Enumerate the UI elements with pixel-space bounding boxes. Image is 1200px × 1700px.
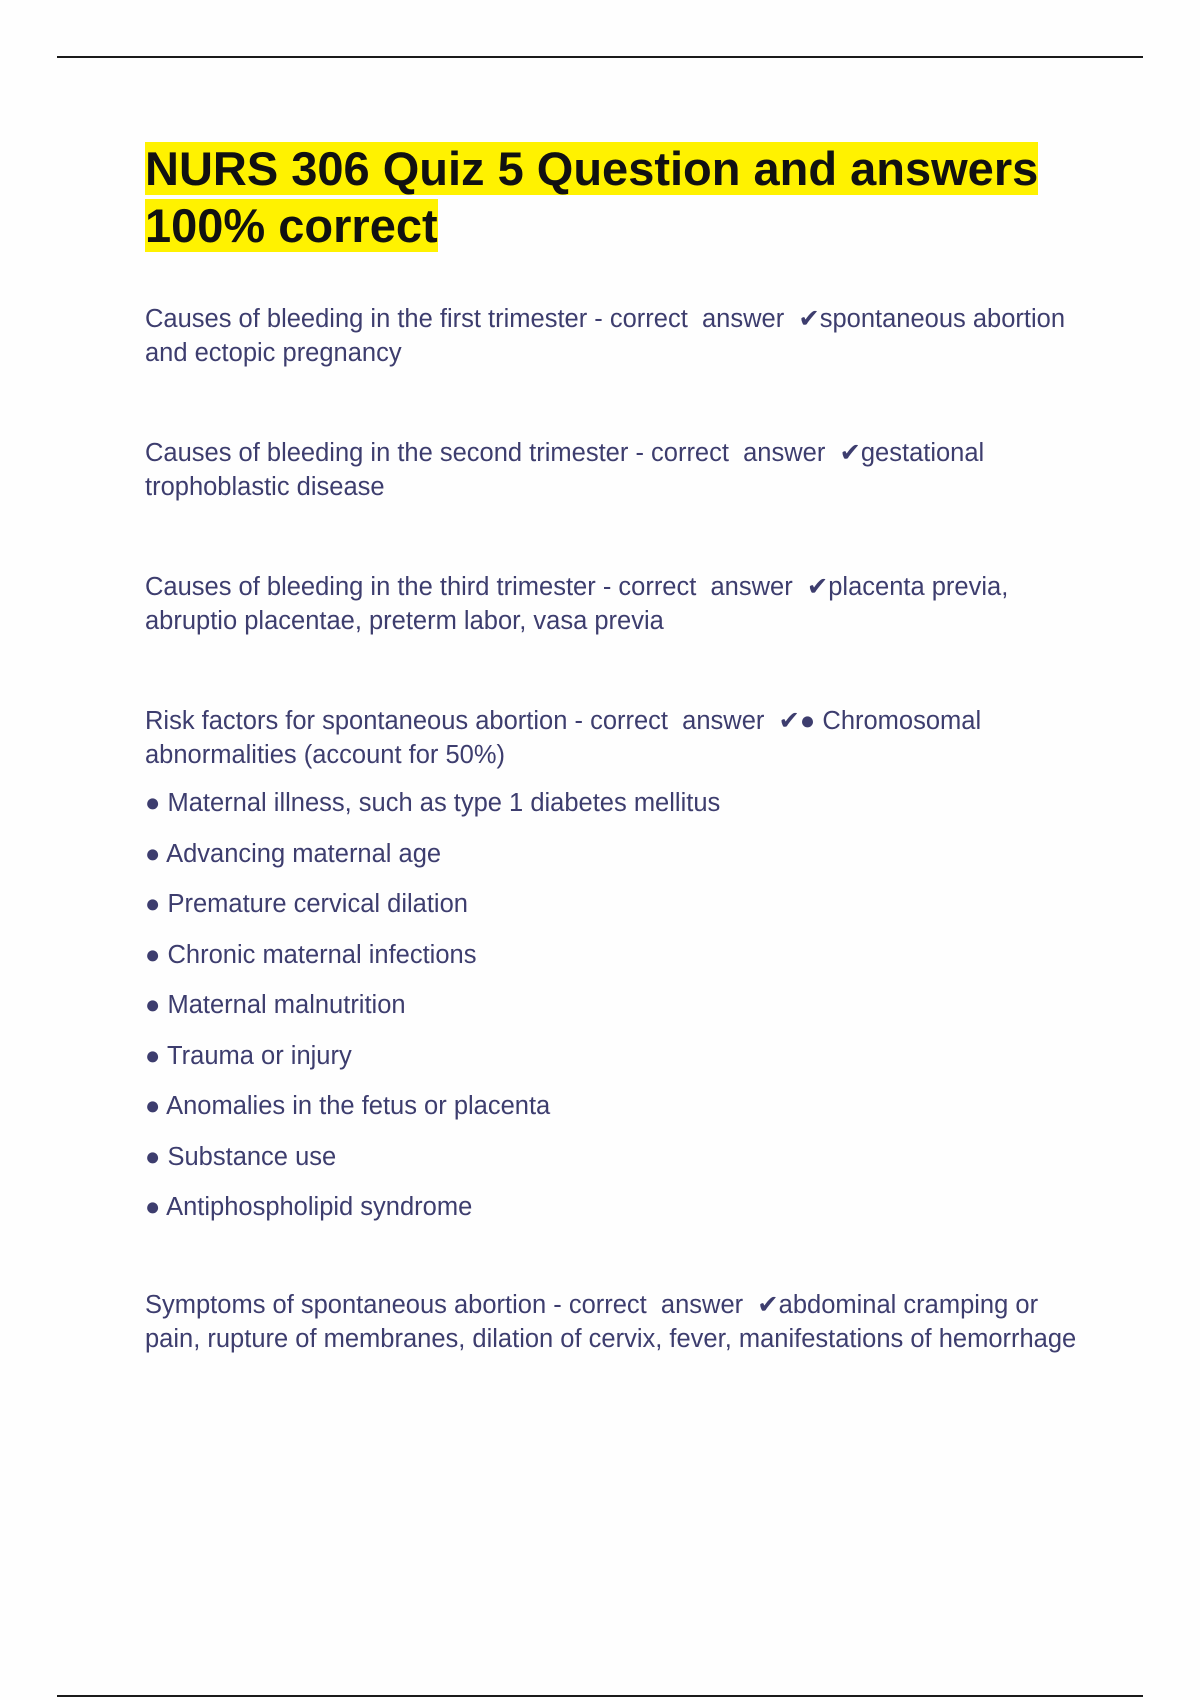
footer-rule bbox=[57, 1695, 1143, 1697]
question-text: Causes of bleeding in the second trimester bbox=[145, 439, 629, 467]
answer-separator: - correct answer ✔ bbox=[595, 573, 829, 601]
question-text: Symptoms of spontaneous abortion bbox=[145, 1291, 547, 1319]
question-text: Causes of bleeding in the third trimester bbox=[145, 573, 596, 601]
answer-text: placenta previa, abruptio placentae, preterm labor, vasa previa bbox=[145, 573, 1009, 635]
answer-text: gestational trophoblastic disease bbox=[145, 439, 985, 501]
answer-text: abdominal cramping or pain, rupture of membranes, dilation of cervix, fever, manifestations of hemorrhage bbox=[145, 1291, 1077, 1353]
answer-separator: - correct answer ✔ bbox=[587, 305, 820, 333]
answer-text: ● Chromosomal abnormalities (account for 50%) bbox=[145, 707, 982, 769]
list-item: ● Anomalies in the fetus or placenta bbox=[145, 1092, 551, 1120]
document-content bbox=[145, 140, 1085, 1356]
qa-entry bbox=[145, 1288, 1085, 1356]
qa-entry bbox=[145, 436, 1085, 504]
list-item: ● Premature cervical dilation bbox=[145, 890, 468, 918]
list-item: ● Chronic maternal infections bbox=[145, 940, 477, 969]
list-item: ● Substance use bbox=[145, 1142, 337, 1171]
list-item: ● Trauma or injury bbox=[145, 1041, 352, 1070]
title-highlight: NURS 306 Quiz 5 Question and answers 100% correct bbox=[145, 142, 1039, 252]
document-title bbox=[145, 140, 1085, 254]
answer-separator: - correct answer ✔ bbox=[628, 439, 861, 467]
answer-text: spontaneous abortion and ectopic pregnancy bbox=[145, 305, 1066, 367]
qa-entry bbox=[145, 570, 1085, 638]
answer-separator: - correct answer ✔ bbox=[546, 1291, 779, 1319]
qa-entry bbox=[145, 704, 1085, 772]
header-rule bbox=[57, 56, 1143, 58]
list-item: ● Advancing maternal age bbox=[145, 839, 442, 868]
question-text: Causes of bleeding in the first trimester bbox=[145, 305, 588, 333]
list-item: ● Antiphospholipid syndrome bbox=[145, 1193, 473, 1221]
qa-entry bbox=[145, 302, 1085, 370]
risk-factor-list bbox=[145, 786, 1085, 1224]
question-text: Risk factors for spontaneous abortion bbox=[145, 707, 568, 735]
list-item: ● Maternal malnutrition bbox=[145, 991, 406, 1019]
answer-separator: - correct answer ✔ bbox=[567, 707, 800, 735]
list-item: ● Maternal illness, such as type 1 diabetes mellitus bbox=[145, 789, 721, 817]
